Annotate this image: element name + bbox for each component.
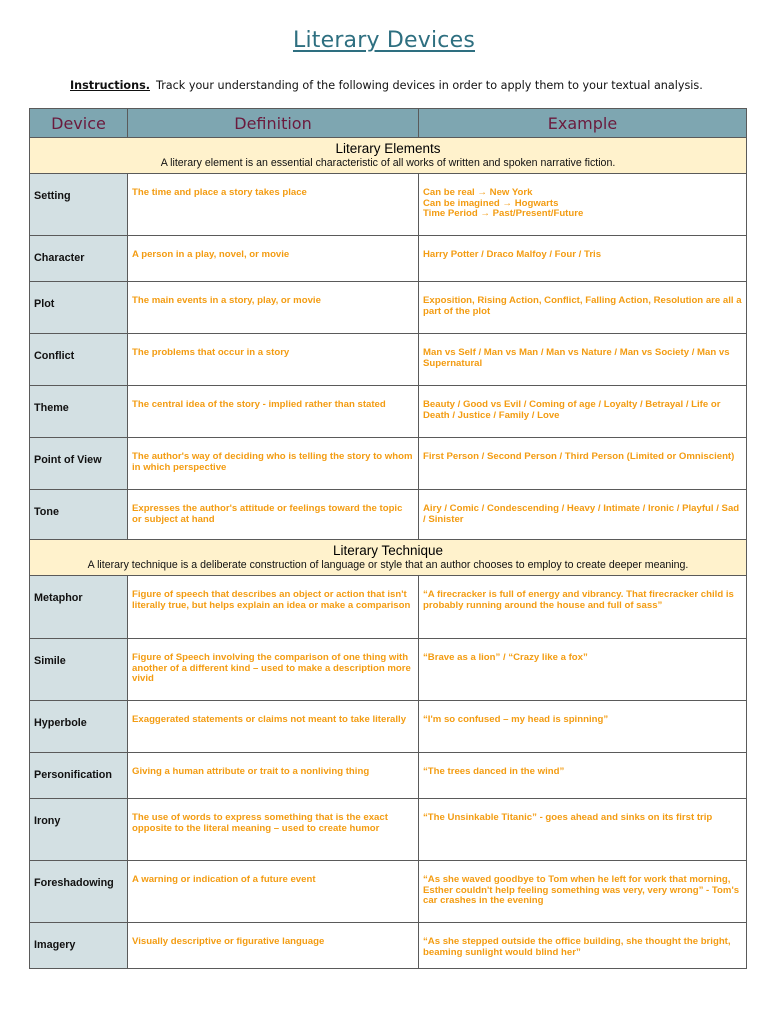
example-line: Man vs Self / Man vs Man / Man vs Nature / Man vs Society / Man vs Supernatural	[423, 347, 730, 369]
device-name: Metaphor	[30, 576, 128, 639]
device-example	[419, 386, 747, 438]
example-line: Harry Potter / Draco Malfoy / Four / Tris	[423, 249, 602, 260]
device-example	[419, 576, 747, 639]
section-row	[30, 138, 747, 174]
page-title: Literary Devices	[292, 28, 475, 53]
table-row	[30, 334, 747, 386]
section-cell	[30, 138, 747, 174]
example-line: “I'm so confused – my head is spinning”	[423, 714, 609, 725]
example-line: Can be imagined → Hogwarts	[423, 197, 559, 209]
table-row	[30, 701, 747, 753]
section-cell	[30, 540, 747, 576]
example-line: Exposition, Rising Action, Conflict, Falling Action, Resolution are all a part of the plot	[423, 295, 742, 317]
device-name: Setting	[30, 174, 128, 236]
section-title: Literary Elements	[335, 141, 441, 156]
table-row	[30, 799, 747, 861]
example-line: “As she waved goodbye to Tom when he left for work that morning, Esther couldn't help feeling something was very, very wrong” - Tom's car crashes in the evening	[423, 874, 740, 907]
device-name: Plot	[30, 282, 128, 334]
example-line: “Brave as a lion” / “Crazy like a fox”	[423, 652, 588, 663]
device-definition: A warning or indication of a future event	[128, 861, 419, 923]
device-name: Hyperbole	[30, 701, 128, 753]
device-name: Point of View	[30, 438, 128, 490]
table-row	[30, 174, 747, 236]
device-definition: Giving a human attribute or trait to a nonliving thing	[128, 753, 419, 799]
device-definition: The time and place a story takes place	[128, 174, 419, 236]
example-line: Airy / Comic / Condescending / Heavy / Intimate / Ironic / Playful / Sad / Sinister	[423, 503, 740, 525]
example-line: Beauty / Good vs Evil / Coming of age / Loyalty / Betrayal / Life or Death / Justice / Family / Love	[423, 399, 721, 421]
device-example	[419, 438, 747, 490]
section-description: A literary technique is a deliberate construction of language or style that an author chooses to employ to create deeper meaning.	[87, 559, 689, 571]
table-row	[30, 386, 747, 438]
example-line: “As she stepped outside the office building, she thought the bright, beaming sunlight would blind her”	[423, 936, 731, 958]
instructions-label: Instructions.	[70, 79, 150, 92]
device-name: Character	[30, 236, 128, 282]
device-name: Imagery	[30, 923, 128, 969]
table-row	[30, 236, 747, 282]
device-name: Foreshadowing	[30, 861, 128, 923]
device-example	[419, 639, 747, 701]
device-name: Theme	[30, 386, 128, 438]
device-example	[419, 236, 747, 282]
device-example	[419, 334, 747, 386]
device-example	[419, 861, 747, 923]
device-definition: The use of words to express something that is the exact opposite to the literal meaning – used to create humor	[128, 799, 419, 861]
device-example	[419, 923, 747, 969]
instructions	[70, 79, 750, 92]
table-row	[30, 639, 747, 701]
device-definition: A person in a play, novel, or movie	[128, 236, 419, 282]
section-description: A literary element is an essential characteristic of all works of written and spoken narrative fiction.	[160, 157, 616, 169]
header-example: Example	[419, 109, 747, 138]
table-header-row	[30, 109, 747, 138]
table-row	[30, 282, 747, 334]
device-name: Tone	[30, 490, 128, 540]
device-name: Conflict	[30, 334, 128, 386]
device-definition: Exaggerated statements or claims not meant to take literally	[128, 701, 419, 753]
device-definition: The main events in a story, play, or movie	[128, 282, 419, 334]
device-definition: Figure of Speech involving the comparison of one thing with another of a different kind – used to make a description more vivid	[128, 639, 419, 701]
example-line: “A firecracker is full of energy and vibrancy. That firecracker child is probably running around the house and full of sass”	[423, 589, 734, 611]
table-row	[30, 753, 747, 799]
device-name: Simile	[30, 639, 128, 701]
table-row	[30, 438, 747, 490]
device-definition: Expresses the author's attitude or feelings toward the topic or subject at hand	[128, 490, 419, 540]
device-example	[419, 174, 747, 236]
table-row	[30, 923, 747, 969]
example-line: “The Unsinkable Titanic” - goes ahead and sinks on its first trip	[423, 812, 713, 823]
section-row	[30, 540, 747, 576]
section-title: Literary Technique	[332, 543, 444, 558]
header-device: Device	[30, 109, 128, 138]
device-example	[419, 799, 747, 861]
table-row	[30, 490, 747, 540]
header-definition: Definition	[128, 109, 419, 138]
device-example	[419, 282, 747, 334]
device-definition: The central idea of the story - implied rather than stated	[128, 386, 419, 438]
device-example	[419, 753, 747, 799]
example-line: First Person / Second Person / Third Person (Limited or Omniscient)	[423, 451, 735, 462]
device-name: Irony	[30, 799, 128, 861]
device-definition: The author's way of deciding who is telling the story to whom in which perspective	[128, 438, 419, 490]
device-example	[419, 490, 747, 540]
example-line: Can be real → New York	[423, 187, 533, 198]
device-definition: Figure of speech that describes an object or action that isn't literally true, but helps explain an idea or make a comparison	[128, 576, 419, 639]
instructions-text: Track your understanding of the following devices in order to apply them to your textual analysis.	[156, 79, 703, 92]
device-definition: The problems that occur in a story	[128, 334, 419, 386]
device-example	[419, 701, 747, 753]
example-line: Time Period → Past/Present/Future	[423, 208, 584, 220]
devices-table	[29, 108, 747, 969]
device-name: Personification	[30, 753, 128, 799]
example-line: “The trees danced in the wind”	[423, 766, 565, 777]
table-row	[30, 861, 747, 923]
table-row	[30, 576, 747, 639]
device-definition: Visually descriptive or figurative language	[128, 923, 419, 969]
